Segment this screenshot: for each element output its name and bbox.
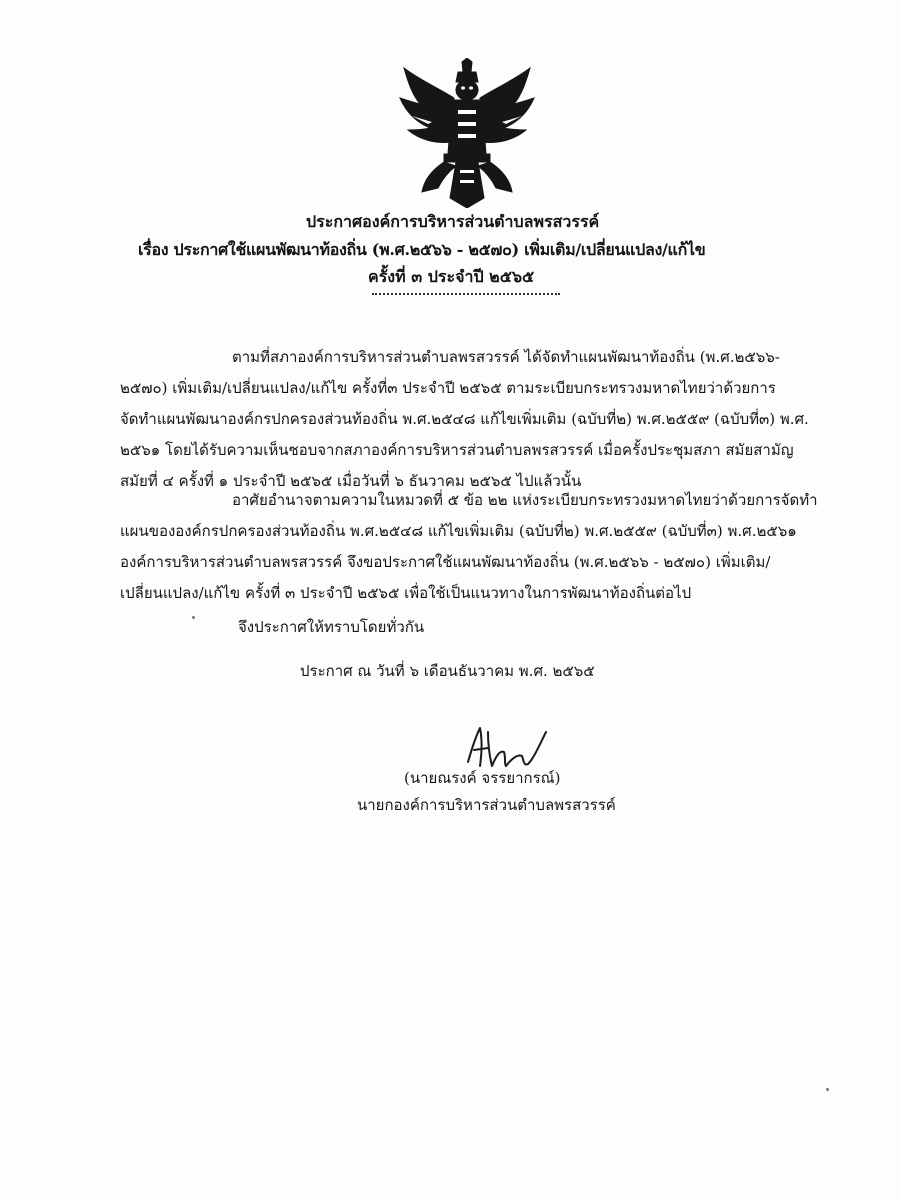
closing-statement: จึงประกาศให้ทราบโดยทั่วกัน	[238, 618, 425, 636]
announcement-heading: ประกาศองค์การบริหารส่วนตำบลพรสวรรค์	[306, 212, 600, 231]
paragraph-1-line: ๒๕๖๑ โดยได้รับความเห็นชอบจากสภาองค์การบริหารส่วนตำบลพรสวรรค์ เมื่อครั้งประชุมสภา สมัยสามัญ	[120, 441, 794, 459]
paragraph-2-line: แผนขององค์กรปกครองส่วนท้องถิ่น พ.ศ.๒๕๔๘ แก้ไขเพิ่มเติม (ฉบับที่๒) พ.ศ.๒๕๕๙ (ฉบับที่๓) พ.ศ.๒๕๖๑	[120, 522, 797, 540]
scan-speck	[192, 616, 195, 619]
signer-title: นายกองค์การบริหารส่วนตำบลพรสวรรค์	[357, 796, 616, 814]
paragraph-1	[120, 342, 810, 497]
paragraph-1-line: จัดทำแผนพัฒนาองค์กรปกครองส่วนท้องถิ่น พ.ศ.๒๕๔๘ แก้ไขเพิ่มเติม (ฉบับที่๒) พ.ศ.๒๕๕๙ (ฉบับที่๓) พ.ศ.	[120, 410, 809, 428]
paragraph-2-line: อาศัยอำนาจตามความในหมวดที่ ๕ ข้อ ๒๒ แห่งระเบียบกระทรวงมหาดไทยว่าด้วยการจัดทำ	[232, 491, 818, 509]
garuda-emblem-icon	[398, 58, 536, 208]
announcement-date: ประกาศ ณ วันที่ ๖ เดือนธันวาคม พ.ศ. ๒๕๖๕	[300, 662, 595, 680]
announcement-subject: เรื่อง ประกาศใช้แผนพัฒนาท้องถิ่น (พ.ศ.๒๕๖๖ - ๒๕๗๐) เพิ่มเติม/เปลี่ยนแปลง/แก้ไข	[138, 240, 706, 259]
paragraph-1-line: ตามที่สภาองค์การบริหารส่วนตำบลพรสวรรค์ ได้จัดทำแผนพัฒนาท้องถิ่น (พ.ศ.๒๕๖๖-	[232, 348, 780, 366]
paragraph-1-line: ๒๕๗๐) เพิ่มเติม/เปลี่ยนแปลง/แก้ไข ครั้งที่๓ ประจำปี ๒๕๖๕ ตามระเบียบกระทรวงมหาดไทยว่าด้วยการ	[120, 379, 776, 397]
title-divider	[372, 293, 560, 295]
signer-name: (นายณรงค์ จรรยากรณ์)	[404, 769, 561, 787]
announcement-round: ครั้งที่ ๓ ประจำปี ๒๕๖๕	[368, 267, 535, 286]
paragraph-1-line: สมัยที่ ๔ ครั้งที่ ๑ ประจำปี ๒๕๖๕ เมื่อวันที่ ๖ ธันวาคม ๒๕๖๕ ไปแล้วนั้น	[120, 472, 582, 490]
scan-speck	[826, 1088, 829, 1091]
paragraph-2-line: องค์การบริหารส่วนตำบลพรสวรรค์ จึงขอประกาศใช้แผนพัฒนาท้องถิ่น (พ.ศ.๒๕๖๖ - ๒๕๗๐) เพิ่มเติม/	[120, 553, 771, 571]
paragraph-2-line: เปลี่ยนแปลง/แก้ไข ครั้งที่ ๓ ประจำปี ๒๕๖๕ เพื่อใช้เป็นแนวทางในการพัฒนาท้องถิ่นต่อไป	[120, 584, 692, 602]
paragraph-2	[120, 485, 818, 609]
